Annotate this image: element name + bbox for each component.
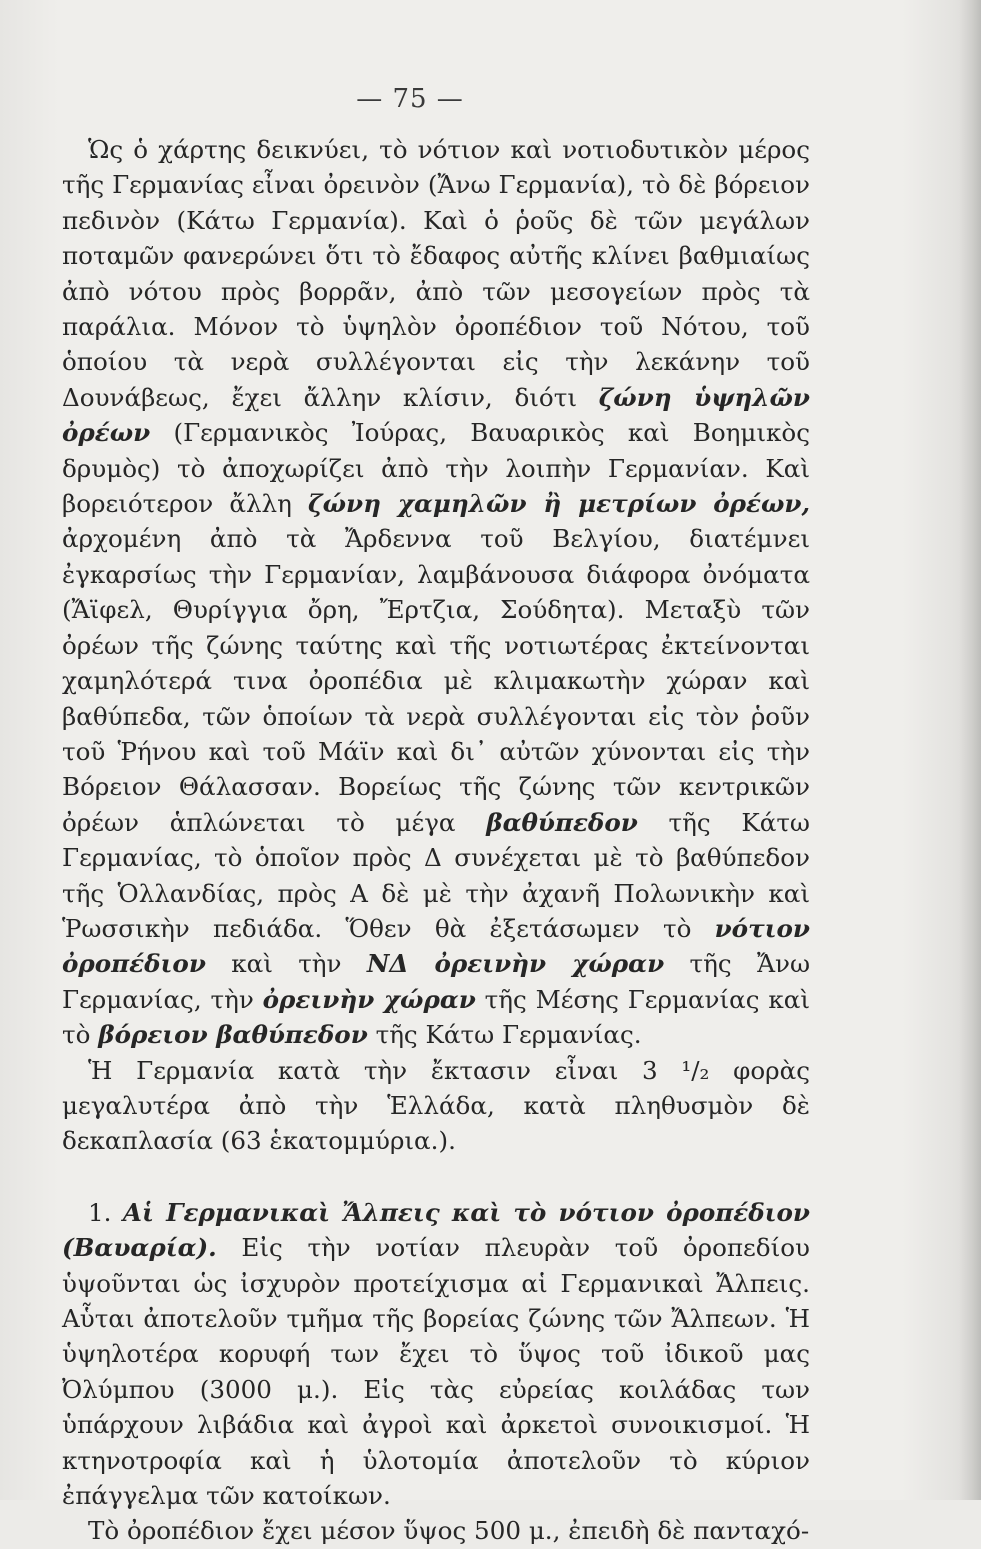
emphasis-lowland: βαθύπεδον xyxy=(486,807,638,837)
section-heading: Αἱ Γερμανικαὶ Ἄλπεις καὶ τὸ νότιον ὀροπέδιον (Βαυαρία). xyxy=(62,1197,810,1263)
section-number: 1. xyxy=(88,1197,112,1227)
text-run: τῆς Μέσης Γερμανίας καὶ τὸ xyxy=(62,984,811,1050)
emphasis-high-mountains: ζώνη ὑψηλῶν ὀρέων xyxy=(62,382,810,448)
text-run: τῆς Κάτω Γερμανίας. xyxy=(367,1020,642,1050)
text-run: τῆς Ἄνω Γερμανίας, τὴν xyxy=(62,949,810,1014)
paragraph-plateau-height: Τὸ ὀροπέδιον ἔχει μέσον ὕψος 500 μ., ἐπειδὴ δὲ πανταχό- xyxy=(88,1516,810,1546)
paragraph-germany-relief xyxy=(62,132,810,1053)
page-number: — 75 — xyxy=(356,84,464,114)
emphasis-low-mountains: ζώνη χαμηλῶν ἢ μετρίων ὀρέων, xyxy=(308,489,811,519)
text-run: τῆς Κάτω Γερμανίας, τὸ ὁποῖον πρὸς Δ συνέχεται μὲ τὸ βαθύπεδον τῆς Ὁλλανδίας, πρὸς Α δὲ μὲ τὴν ἀχανῆ Πολωνικὴν καὶ Ῥωσσικὴν πεδιάδα. Ὅθεν θὰ ἐξετάσωμεν τὸ xyxy=(62,807,810,943)
emphasis-south-plateau: νότιον ὀροπέδιον xyxy=(62,913,810,979)
text-run: Ὡς ὁ χάρτης δεικνύει, τὸ νότιον καὶ νοτιοδυτικὸν μέρος τῆς Γερμανίας εἶναι ὀρεινὸν (Ἄνω Γερμανία), τὸ δὲ βόρειον πεδινὸν (Κάτω Γερμανία). Καὶ ὁ ῥοῦς δὲ τῶν μεγάλων ποταμῶν φανερώνει ὅτι τὸ ἔδαφος αὐτῆς κλίνει βαθμιαίως ἀπὸ νότου πρὸς βορρᾶν, ἀπὸ τῶν μεσογείων πρὸς τὰ παράλια. Μόνον τὸ ὑψηλὸν ὀροπέδιον τοῦ Νότου, τοῦ ὁποίου τὰ νερὰ συλλέγονται εἰς τὴν λεκάνην τοῦ Δουνάβεως, ἔχει ἄλλην κλίσιν, διότι xyxy=(62,135,810,412)
emphasis-north-lowland: βόρειον βαθύπεδον xyxy=(98,1020,368,1050)
emphasis-mountain-land: ὀρεινὴν χώραν xyxy=(262,984,476,1014)
text-run: (Γερμανικὸς Ἰούρας, Βαυαρικὸς καὶ Βοημικὸς δρυμὸς) τὸ ἀποχωρίζει ἀπὸ τὴν λοιπὴν Γερμανίαν. Καὶ βορειότερον ἄλλη xyxy=(62,418,810,519)
text-run: καὶ τὴν xyxy=(205,949,367,979)
text-run: Εἰς τὴν νοτίαν πλευρὰν τοῦ ὀροπεδίου ὑψοῦνται ὡς ἰσχυρὸν προτείχισμα αἱ Γερμανικαὶ Ἄλπεις. Αὗται ἀποτελοῦν τμῆμα τῆς βορείας ζώνης τῶν Ἄλπεων. Ἡ ὑψηλοτέρα κορυφή των ἔχει τὸ ὕψος τοῦ ἰδικοῦ μας Ὀλύμπου (3000 μ.). Εἰς τὰς εὐρείας κοιλάδας των ὑπάρχουν λιβάδια καὶ ἀγροὶ καὶ ἀρκετοὶ συνοικισμοί. Ἡ κτηνοτροφία καὶ ἡ ὑλοτομία ἀποτελοῦν τὸ κύριον ἐπάγγελμα τῶν κατοίκων. xyxy=(62,1233,810,1511)
section-1-alps xyxy=(62,1195,810,1514)
body-text xyxy=(62,132,810,1549)
page-edge-shadow xyxy=(959,0,981,1500)
paragraph-germany-size: Ἡ Γερμανία κατὰ τὴν ἔκτασιν εἶναι 3 ¹/₂ φορὰς μεγαλυτέρα ἀπὸ τὴν Ἑλλάδα, κατὰ πληθυσμὸν δὲ δεκαπλασία (63 ἑκατομμύρια.). xyxy=(62,1055,810,1156)
text-run: ἀρχομένη ἀπὸ τὰ Ἄρδεννα τοῦ Βελγίου, διατέμνει ἐγκαρσίως τὴν Γερμανίαν, λαμβάνουσα διάφορα ὀνόματα (Ἄϊφελ, Θυρίγγια ὄρη, Ἔρτζια, Σούδητα). Μεταξὺ τῶν ὀρέων τῆς ζώνης ταύτης καὶ τῆς νοτιωτέρας ἐκτείνονται χαμηλότερά τινα ὀροπέδια μὲ κλιμακωτὴν χώραν καὶ βαθύπεδα, τῶν ὁποίων τὰ νερὰ συλλέγονται εἰς τὸν ῥοῦν τοῦ Ῥήνου καὶ τοῦ Μάϊν καὶ δι᾿ αὐτῶν χύνονται εἰς τὴν Βόρειον Θάλασσαν. Βορείως τῆς ζώνης τῶν κεντρικῶν ὀρέων ἁπλώνεται τὸ μέγα xyxy=(62,524,810,837)
emphasis-sw-mountain-land: ΝΔ ὀρεινὴν χώραν xyxy=(366,949,665,979)
